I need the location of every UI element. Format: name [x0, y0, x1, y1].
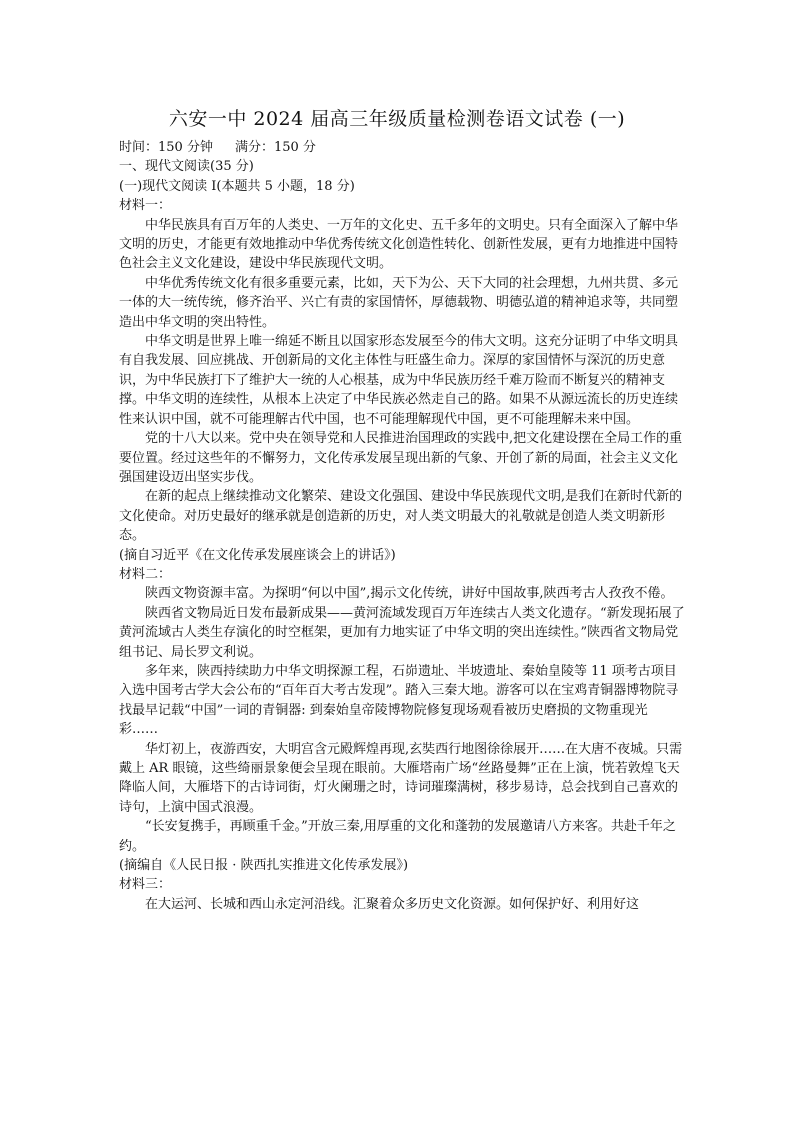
section-heading: 一、现代文阅读(35 分) — [119, 159, 254, 175]
paragraph: 党的十八大以来。党中央在领导党和人民推进治国理政的实践中,把文化建设摆在全局工作的重要位置。经过这些年的不懈努力，文化传承发展呈现出新的气象、开创了新的局面，社会主义文化强国建设迈出坚实步伐。 — [119, 431, 683, 485]
paragraph: 多年来，陕西持续助力中华文明探源工程，石峁遗址、半坡遗址、秦始皇陵等 11 项考古项目入选中国考古学大会公布的“百年百大考古发现”。踏入三秦大地。游客可以在宝鸡青铜器博物院寻找最早记载“中国”一词的青铜器: 到秦始皇帝陵博物院修复现场观看被历史磨损的文物重现光彩…… — [119, 663, 679, 738]
material-1-heading: 材料一： — [119, 198, 172, 214]
material-3-heading: 材料三： — [119, 877, 172, 893]
subsection-heading: (一)现代文阅读 I(本题共 5 小题，18 分) — [119, 178, 355, 194]
exam-meta — [119, 138, 685, 157]
paragraph: “长安复携手，再顾重千金。”开放三秦,用厚重的文化和蓬勃的发展邀请八方来客。共赴千年之约。 — [119, 819, 676, 854]
paragraph: 中华文明是世界上唯一绵延不断且以国家形态发展至今的伟大文明。这充分证明了中华文明具有自我发展、回应挑战、开创新局的文化主体性与旺盛生命力。深厚的家国情怀与深沉的历史意识，为中华民族打下了维护大一统的人心根基，成为中华民族历经千难万险而不断复兴的精神支撑。中华文明的连续性，从根本上决定了中华民族必然走自己的路。如果不从源远流长的历史连续性来认识中国，就不可能理解古代中国，也不可能理解现代中国，更不可能理解未来中国。 — [119, 334, 679, 427]
document-body — [119, 138, 685, 914]
source-citation: (摘自习近平《在文化传承发展座谈会上的讲话》) — [119, 547, 396, 563]
paragraph: 在新的起点上继续推动文化繁荣、建设文化强国、建设中华民族现代文明,是我们在新时代新的文化使命。对历史最好的继承就是创造新的历史，对人类文明最大的礼敬就是创造人类文明新形态。 — [119, 489, 683, 544]
full-score: 满分：150 分 — [234, 140, 316, 155]
source-citation: (摘编自《人民日报 · 陕西扎实推进文化传承发展》) — [119, 858, 409, 874]
material-2-heading: 材料二： — [119, 566, 172, 582]
paragraph: 陕西文物资源丰富。为探明“何以中国”,揭示文化传统，讲好中国故事,陕西考古人孜孜不倦。 — [145, 586, 674, 602]
page-title: 六安一中 2024 届高三年级质量检测卷语文试卷 (一) — [168, 108, 626, 130]
paragraph: 中华民族具有百万年的人类史、一万年的文化史、五千多年的文明史。只有全面深入了解中华文明的历史，才能更有效地推动中华优秀传统文化创造性转化、创新性发展，更有力地推进中国特色社会主义文化建设，建设中华民族现代文明。 — [119, 217, 679, 272]
paragraph: 中华优秀传统文化有很多重要元素，比如，天下为公、天下大同的社会理想，九州共贯、多元一体的大一统传统，修齐治平、兴亡有责的家国情怀，厚德载物、明德弘道的精神追求等，共同塑造出中华文明的突出特性。 — [119, 275, 679, 330]
paragraph: 在大运河、长城和西山永定河沿线。汇聚着众多历史文化资源。如何保护好、利用好这 — [145, 896, 640, 912]
paragraph: 陕西省文物局近日发布最新成果——黄河流域发现百万年连续古人类文化遗存。“新发现拓展了黄河流域古人类生存演化的时空框架，更加有力地实证了中华文明的突出连续性。”陕西省文物局党组书记、局长罗文利说。 — [119, 605, 685, 660]
time-limit: 时间：150 分钟 — [119, 140, 213, 155]
paragraph: 华灯初上，夜游西安，大明宫含元殿辉煌再现,玄奘西行地图徐徐展开……在大唐不夜城。只需戴上 AR 眼镜，这些绮丽景象便会呈现在眼前。大雁塔南广场“丝路曼舞”正在上演，恍若敦煌飞天降临人间，大雁塔下的古诗词街，灯火阑珊之时，诗词璀璨满树，移步易诗，总会找到自己喜欢的诗句，上演中国式浪漫。 — [119, 741, 683, 815]
